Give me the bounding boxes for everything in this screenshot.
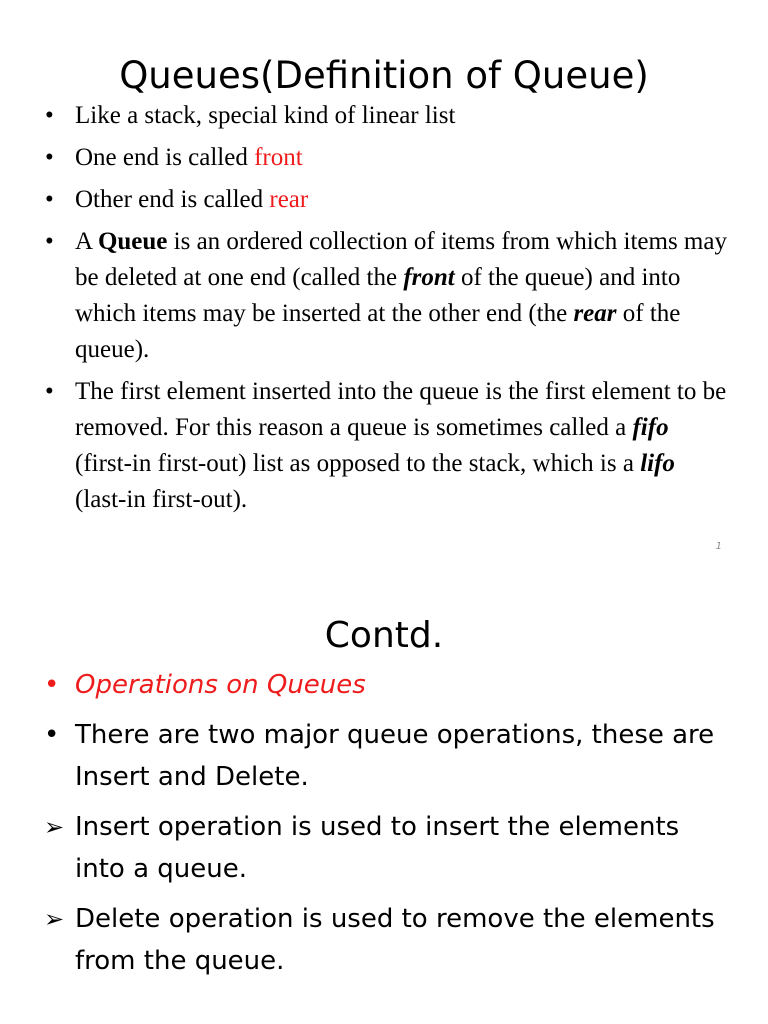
slide-2-bullet-list <box>0 664 768 982</box>
bullet-text: (last-in first-out). <box>75 486 248 513</box>
bullet-text: Other end is called <box>75 186 270 213</box>
bullet-icon: • <box>45 102 54 129</box>
list-item <box>0 374 768 518</box>
list-item <box>0 664 768 706</box>
arrow-bullet-icon: ➢ <box>44 905 65 933</box>
list-item <box>0 140 768 176</box>
bullet-text: Insert operation is used to insert the elements into a queue. <box>75 812 680 884</box>
arrow-bullet-icon: ➢ <box>44 813 65 841</box>
bullet-icon: • <box>44 720 60 750</box>
bullet-text: A <box>75 228 98 255</box>
section-heading: Operations on Queues <box>75 670 366 700</box>
term-lifo: lifo <box>640 450 675 477</box>
bullet-text: of the queue) and into which items may be inserted at the other end (the <box>75 264 681 327</box>
term-fifo: fifo <box>632 414 669 441</box>
bullet-text: is an ordered collection of items from which items may be deleted at one end (called the <box>75 228 727 291</box>
bullet-text: Delete operation is used to remove the elements from the queue. <box>75 904 715 976</box>
slide-2-title: Contd. <box>324 615 444 656</box>
bullet-icon: • <box>44 670 60 700</box>
bullet-icon: • <box>45 186 54 213</box>
list-item <box>0 224 768 368</box>
slide-1-title: Queues(Definition of Queue) <box>119 54 649 97</box>
term-rear: rear <box>573 300 617 327</box>
highlight-rear: rear <box>269 186 309 213</box>
bullet-text: of the queue). <box>75 300 681 363</box>
slide-2 <box>0 570 768 1024</box>
list-item <box>0 898 768 982</box>
list-item <box>0 98 768 134</box>
bullet-text: Like a stack, special kind of linear list <box>75 102 456 129</box>
list-item <box>0 714 768 798</box>
list-item <box>0 806 768 890</box>
term-queue: Queue <box>97 228 168 255</box>
slide-1-bullet-list <box>0 98 768 518</box>
list-item <box>0 182 768 218</box>
bullet-icon: • <box>45 378 54 405</box>
bullet-text: (first-in first-out) list as opposed to the stack, which is a <box>75 450 641 477</box>
page-number: 1 <box>715 541 722 552</box>
term-front: front <box>403 264 455 291</box>
bullet-icon: • <box>45 144 54 171</box>
highlight-front: front <box>254 144 303 171</box>
bullet-text: There are two major queue operations, these are Insert and Delete. <box>75 720 715 792</box>
bullet-text: One end is called <box>75 144 255 171</box>
bullet-icon: • <box>45 228 54 255</box>
bullet-text: The first element inserted into the queue is the first element to be removed. For this reason a queue is sometimes called a <box>75 378 727 441</box>
